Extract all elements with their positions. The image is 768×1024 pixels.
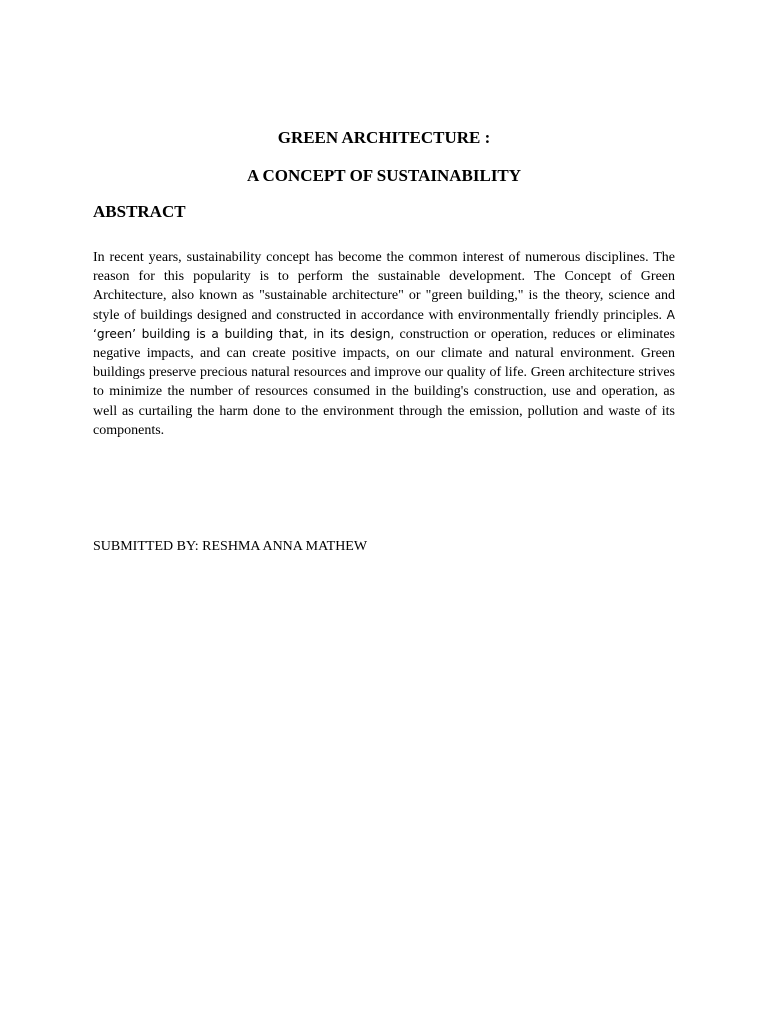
document-title-line-2: A CONCEPT OF SUSTAINABILITY [246, 166, 522, 185]
abstract-text-part-1: In recent years, sustainability concept has become the common interest of numerous disciplines. The reason for this popularity is to perform the sustainable development. The Concept of Green Architecture, also known as "sustainable architecture" or "green building," is the theory, science and style of buildings designed and constructed in accordance with environmentally friendly principles. [93, 250, 675, 323]
abstract-text-part-2: A ‘green’ building is a building that, in its design, [93, 307, 675, 341]
submitted-by-line: SUBMITTED BY: RESHMA ANNA MATHEW [93, 539, 368, 554]
abstract-text-part-3: construction or operation, reduces or eliminates negative impacts, and can create positive impacts, on our climate and natural environment. Green buildings preserve precious natural resources and improve our quality of life. Green architecture strives to minimize the number of resources consumed in the building's construction, use and operation, as well as curtailing the harm done to the environment through the emission, pollution and waste of its components. [93, 326, 675, 438]
abstract-heading: ABSTRACT [93, 202, 186, 221]
abstract-paragraph [93, 248, 675, 440]
document-title-line-1: GREEN ARCHITECTURE : [277, 128, 491, 147]
